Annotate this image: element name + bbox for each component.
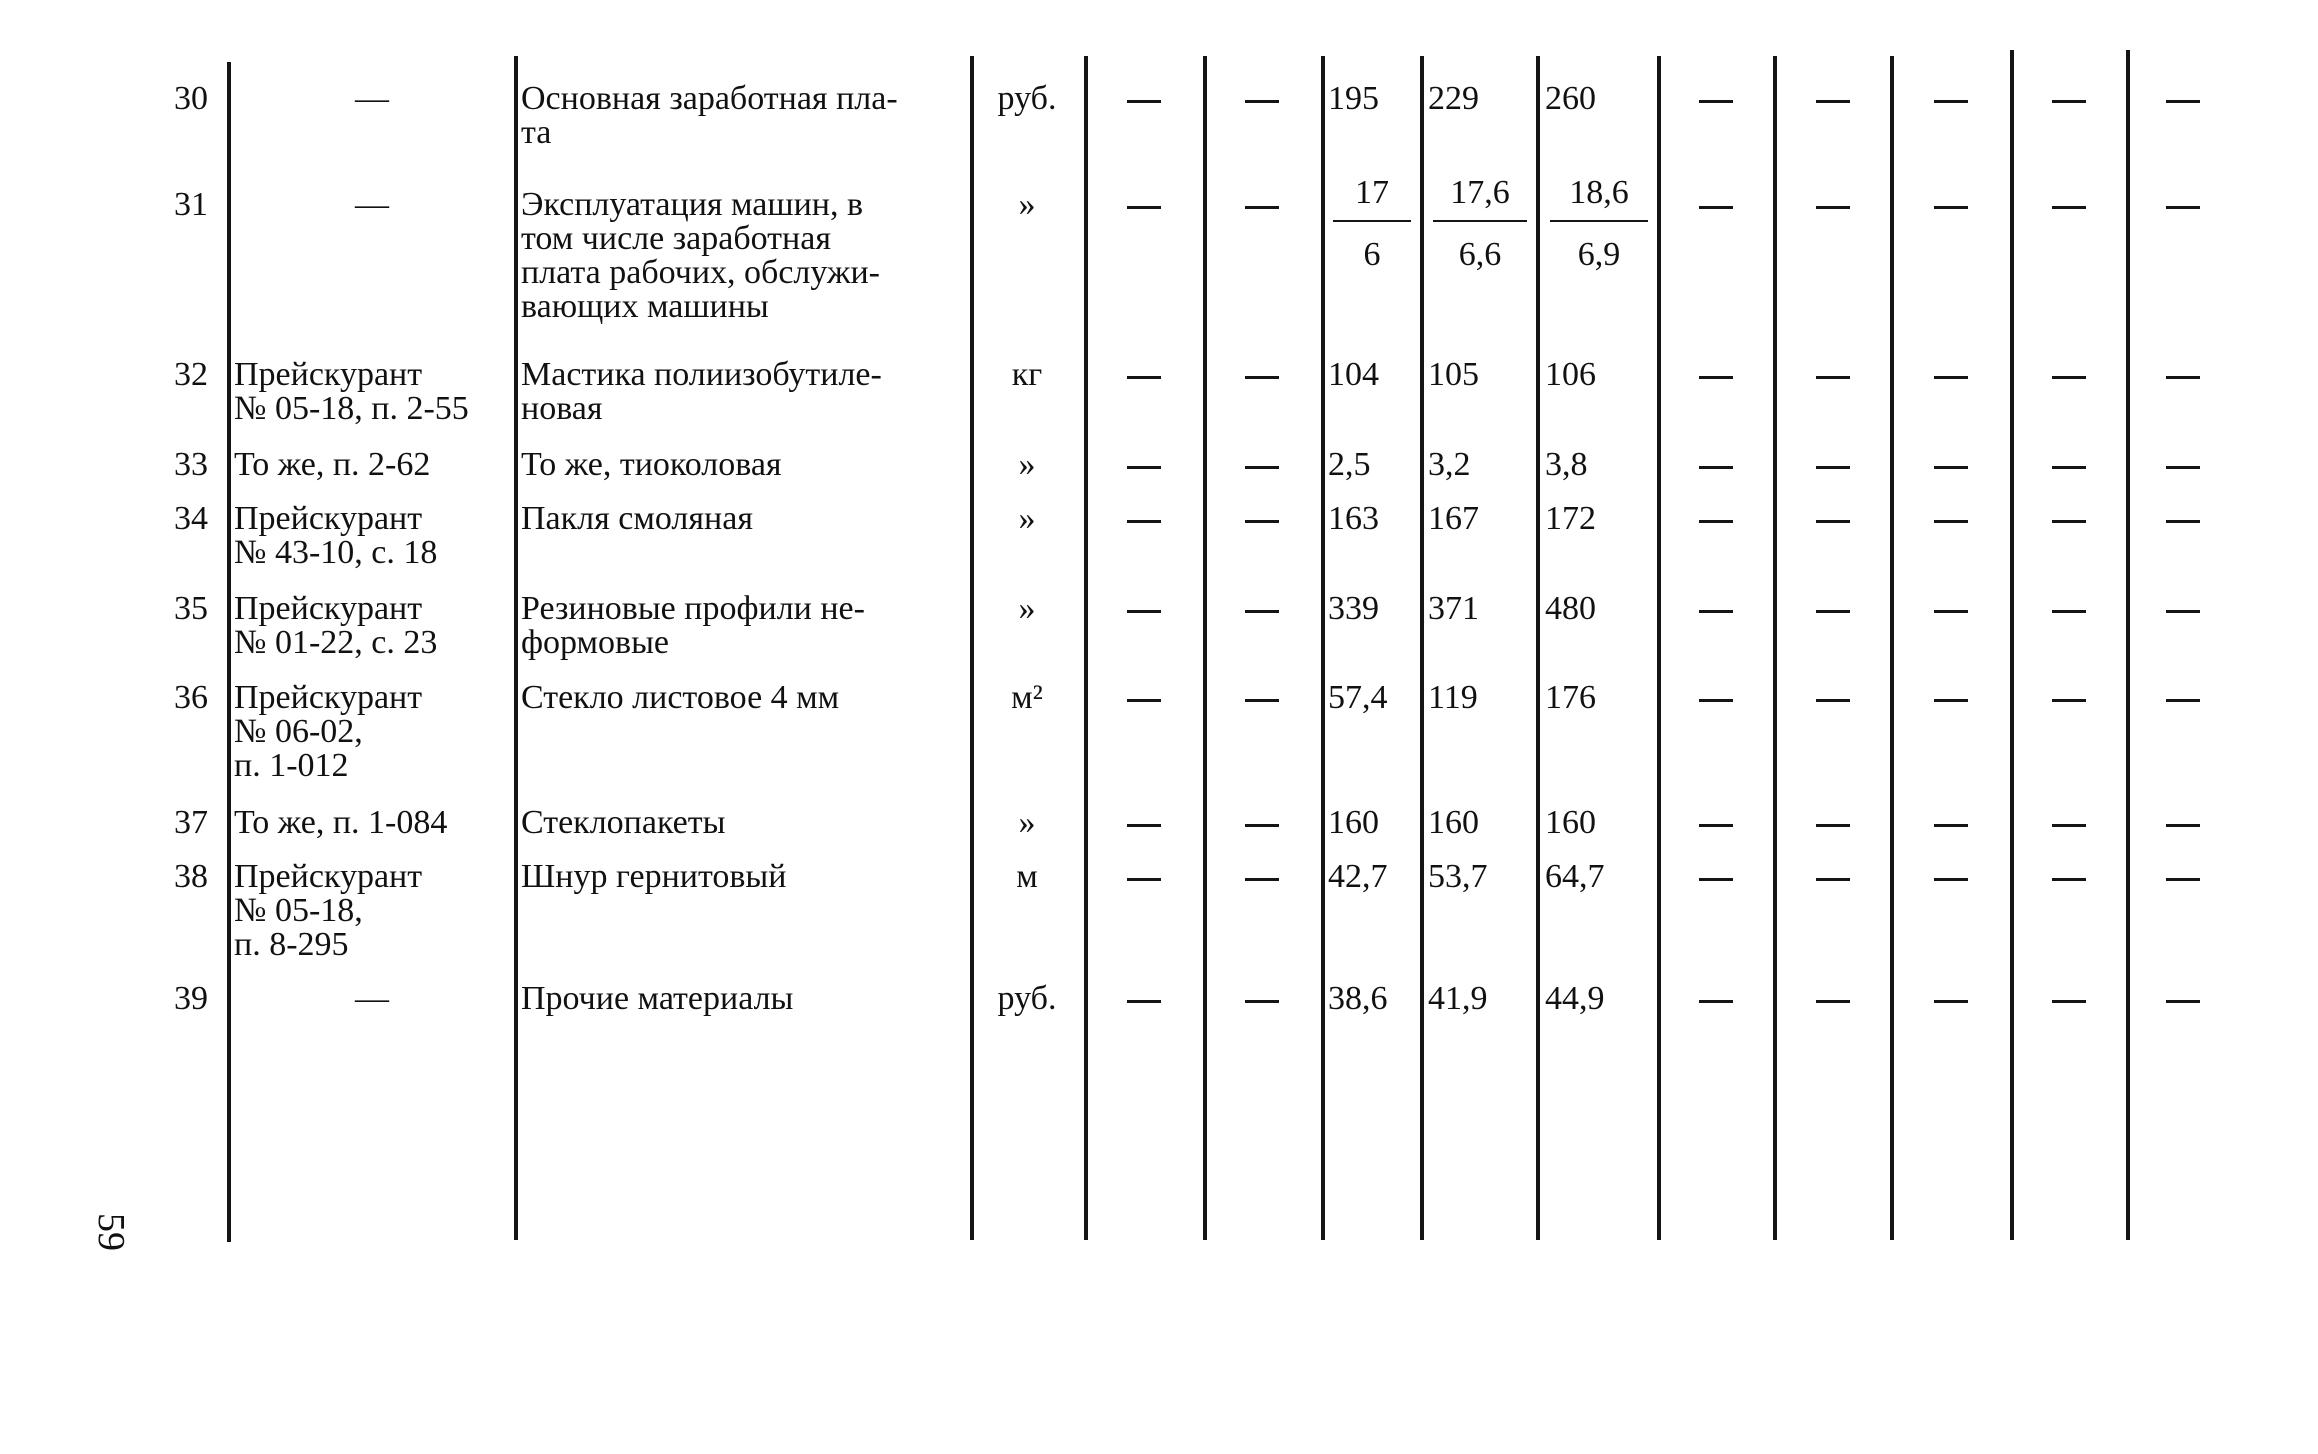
unit-cell: »: [1018, 804, 1036, 841]
value-cell: 3,2: [1428, 446, 1471, 483]
value-cell: 229: [1428, 80, 1479, 117]
value-fraction: [1428, 176, 1532, 272]
dash-mark: [1127, 699, 1161, 702]
item-name: Прочие материалы: [521, 980, 794, 1017]
dash-mark: [2052, 699, 2086, 702]
dash-mark: [2052, 878, 2086, 881]
dash-mark: [1816, 206, 1850, 209]
value-cell: 167: [1428, 500, 1479, 537]
value-cell: 42,7: [1328, 858, 1388, 895]
item-name: Пакля смоляная: [521, 500, 753, 537]
dash-mark: [1245, 376, 1279, 379]
unit-cell: руб.: [997, 80, 1057, 117]
dash-mark: [2166, 699, 2200, 702]
dash-mark: [1127, 610, 1161, 613]
value-cell: 160: [1545, 804, 1596, 841]
item-name: Стекло листовое 4 мм: [521, 679, 840, 716]
row-number: 39: [174, 980, 208, 1017]
dash-mark: [1816, 1000, 1850, 1003]
dash-mark: [1699, 466, 1733, 469]
fraction-bar: [1333, 220, 1411, 222]
dash-mark: [1127, 824, 1161, 827]
source-cell: То же, п. 2-62: [234, 446, 431, 483]
unit-cell: м²: [1011, 679, 1043, 716]
dash-mark: [1699, 100, 1733, 103]
unit-cell: руб.: [997, 980, 1057, 1017]
dash-mark: [1699, 878, 1733, 881]
unit-cell: »: [1018, 590, 1036, 627]
value-cell: 371: [1428, 590, 1479, 627]
dash-mark: [1816, 699, 1850, 702]
dash-mark: [1245, 466, 1279, 469]
dash-mark: [1816, 466, 1850, 469]
dash-mark: [1699, 824, 1733, 827]
rule-4: [1084, 56, 1088, 1240]
dash-mark: [2166, 824, 2200, 827]
dash-mark: [1699, 610, 1733, 613]
dash-mark: [1934, 824, 1968, 827]
row-number: 34: [174, 500, 208, 537]
item-name: Шнур гернитовый: [521, 858, 787, 895]
row-number: 32: [174, 356, 208, 393]
dash-mark: [1127, 100, 1161, 103]
value-cell: 3,8: [1545, 446, 1588, 483]
rule-1: [227, 62, 231, 1242]
dash-mark: [1245, 520, 1279, 523]
value-cell: 172: [1545, 500, 1596, 537]
dash-mark: [1934, 699, 1968, 702]
dash-mark: [2166, 1000, 2200, 1003]
rule-3: [970, 56, 974, 1240]
dash-mark: [1934, 100, 1968, 103]
source-cell: Прейскурант № 06-02, п. 1-012: [234, 679, 423, 784]
dash-mark: [1816, 520, 1850, 523]
value-cell: 163: [1328, 500, 1379, 537]
row-number: 37: [174, 804, 208, 841]
value-cell: 41,9: [1428, 980, 1488, 1017]
unit-cell: »: [1018, 500, 1036, 537]
dash-mark: [2166, 376, 2200, 379]
value-cell: 480: [1545, 590, 1596, 627]
dash-mark: [1245, 878, 1279, 881]
row-number: 35: [174, 590, 208, 627]
rule-10: [1773, 56, 1777, 1240]
unit-cell: »: [1018, 446, 1036, 483]
dash-mark: [1699, 376, 1733, 379]
value-cell: 195: [1328, 80, 1379, 117]
fraction-numerator: 18,6: [1569, 174, 1629, 211]
row-number: 30: [174, 80, 208, 117]
dash-mark: [1816, 610, 1850, 613]
fraction-bar: [1550, 220, 1648, 222]
row-number: 31: [174, 186, 208, 223]
source-cell: Прейскурант № 05-18, п. 2-55: [234, 356, 469, 427]
dash-mark: [1934, 376, 1968, 379]
source-cell: Прейскурант № 01-22, с. 23: [234, 590, 438, 661]
dash-mark: [1245, 206, 1279, 209]
dash-mark: [1934, 878, 1968, 881]
value-cell: 119: [1428, 679, 1478, 716]
value-cell: 160: [1328, 804, 1379, 841]
value-cell: 339: [1328, 590, 1379, 627]
dash-mark: [2166, 206, 2200, 209]
rule-8: [1536, 56, 1540, 1240]
rule-9: [1657, 56, 1661, 1240]
fraction-denominator: 6,6: [1458, 236, 1502, 273]
source-cell: Прейскурант № 43-10, с. 18: [234, 500, 438, 571]
value-cell: 38,6: [1328, 980, 1388, 1017]
dash-mark: [1127, 206, 1161, 209]
value-fraction: [1545, 176, 1653, 272]
unit-cell: кг: [1011, 356, 1043, 393]
unit-cell: м: [1016, 858, 1038, 895]
row-number: 38: [174, 858, 208, 895]
rule-2: [514, 56, 518, 1240]
dash-mark: [2052, 520, 2086, 523]
dash-mark: [1699, 699, 1733, 702]
dash-mark: [1245, 610, 1279, 613]
item-name: Стеклопакеты: [521, 804, 726, 841]
dash-mark: [1699, 206, 1733, 209]
dash-mark: [2052, 100, 2086, 103]
value-cell: 44,9: [1545, 980, 1605, 1017]
item-name: Эксплуатация машин, в том числе заработная плата рабочих, обслужи- вающих машины: [521, 186, 880, 325]
source-cell: —: [355, 186, 389, 223]
row-number: 33: [174, 446, 208, 483]
dash-mark: [2166, 520, 2200, 523]
dash-mark: [1816, 100, 1850, 103]
rule-12: [2010, 50, 2014, 1240]
rule-7: [1420, 56, 1424, 1240]
unit-cell: »: [1018, 186, 1036, 223]
dash-mark: [2052, 824, 2086, 827]
rule-13: [2126, 50, 2130, 1240]
dash-mark: [2052, 466, 2086, 469]
dash-mark: [2052, 206, 2086, 209]
dash-mark: [2166, 100, 2200, 103]
source-cell: То же, п. 1-084: [234, 804, 448, 841]
dash-mark: [1245, 824, 1279, 827]
value-cell: 57,4: [1328, 679, 1388, 716]
value-cell: 160: [1428, 804, 1479, 841]
dash-mark: [1699, 1000, 1733, 1003]
item-name: Резиновые профили не- формовые: [521, 590, 865, 661]
row-number: 36: [174, 679, 208, 716]
dash-mark: [2052, 376, 2086, 379]
source-cell: Прейскурант № 05-18, п. 8-295: [234, 858, 423, 963]
dash-mark: [1816, 824, 1850, 827]
value-fraction: [1328, 176, 1416, 272]
dash-mark: [1934, 466, 1968, 469]
dash-mark: [1816, 376, 1850, 379]
value-cell: 2,5: [1328, 446, 1371, 483]
dash-mark: [1127, 520, 1161, 523]
dash-mark: [1245, 699, 1279, 702]
dash-mark: [1127, 466, 1161, 469]
dash-mark: [1699, 520, 1733, 523]
rule-6: [1321, 56, 1325, 1240]
value-cell: 176: [1545, 679, 1596, 716]
dash-mark: [1245, 1000, 1279, 1003]
value-cell: 104: [1328, 356, 1379, 393]
fraction-numerator: 17,6: [1450, 174, 1510, 211]
value-cell: 64,7: [1545, 858, 1605, 895]
value-cell: 260: [1545, 80, 1596, 117]
value-cell: 105: [1428, 356, 1479, 393]
rule-11: [1890, 56, 1894, 1240]
fraction-denominator: 6,9: [1577, 236, 1621, 273]
dash-mark: [2052, 1000, 2086, 1003]
dash-mark: [1934, 1000, 1968, 1003]
source-cell: —: [355, 80, 389, 117]
dash-mark: [1816, 878, 1850, 881]
page-number: 59: [90, 1213, 132, 1251]
value-cell: 53,7: [1428, 858, 1488, 895]
item-name: То же, тиоколовая: [521, 446, 782, 483]
dash-mark: [1934, 520, 1968, 523]
fraction-numerator: 17: [1355, 174, 1389, 211]
item-name: Основная заработная пла- та: [521, 80, 898, 151]
fraction-bar: [1433, 220, 1527, 222]
dash-mark: [1127, 878, 1161, 881]
dash-mark: [1934, 206, 1968, 209]
dash-mark: [1127, 376, 1161, 379]
dash-mark: [1934, 610, 1968, 613]
dash-mark: [2166, 878, 2200, 881]
dash-mark: [1245, 100, 1279, 103]
value-cell: 106: [1545, 356, 1596, 393]
item-name: Мастика полиизобутиле- новая: [521, 356, 882, 427]
dash-mark: [2052, 610, 2086, 613]
source-cell: —: [355, 980, 389, 1017]
fraction-denominator: 6: [1363, 236, 1381, 273]
dash-mark: [1127, 1000, 1161, 1003]
rule-5: [1203, 56, 1207, 1240]
dash-mark: [2166, 466, 2200, 469]
dash-mark: [2166, 610, 2200, 613]
